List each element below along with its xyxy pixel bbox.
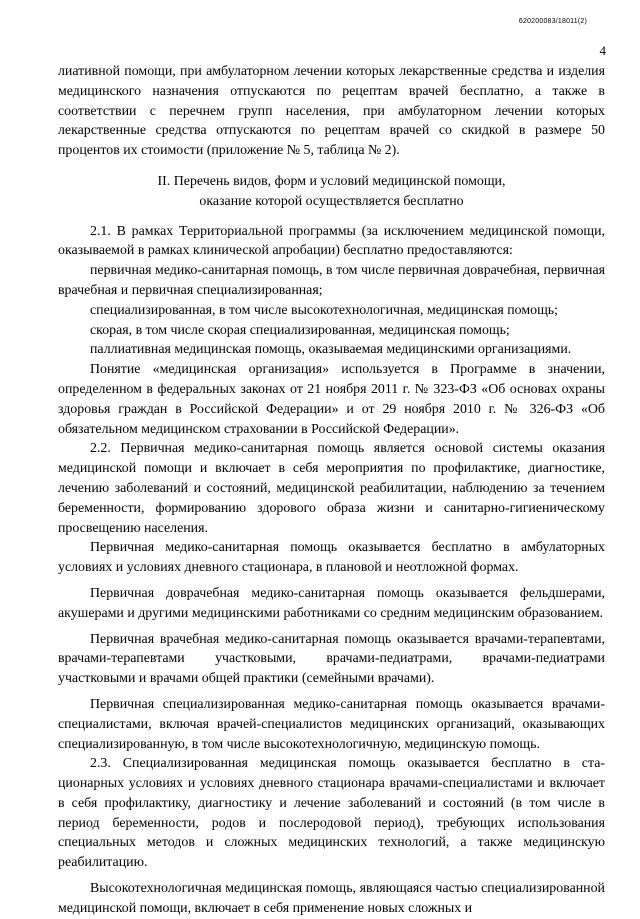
paragraph-definition: Понятие «медицинская организация» используется в Программе в значении, определенном в федеральных законах от 21 ноября 2011 г. № 323-ФЗ «Об основах охраны здоровья граждан в Российской Федерации» и от 29 ноября 2010 г. № 326-ФЗ «Об обязательном медицинском страховании в Российской Федерации». bbox=[58, 362, 605, 437]
document-code: 620200083/18011(2) bbox=[518, 18, 587, 25]
paragraph-2-1: 2.1. В рамках Территориальной программы (за исключением медицинской помощи, оказываемой в рамках клинической апробации) бесплатно предоставляются: bbox=[58, 223, 605, 259]
paragraph-continued: лиативной помощи, при амбулаторном лечении которых лекарственные средства и изделия медицинского назначения отпускаются по рецептам врачей бесплатно, а также в соответствии с перечнем групп населения, при амбулаторном лечении которых лекарственные средства отпускаются по рецептам врачей со скидкой в размере 50 процентов их стоимости (приложение № 5, таблица № 2). bbox=[58, 64, 605, 159]
list-item-palliative-care: паллиативная медицинская помощь, оказываемая медицинскими организациями. bbox=[90, 342, 572, 358]
section-heading bbox=[58, 172, 605, 212]
section-heading-line2: оказание которой осуществляется бесплатно bbox=[199, 193, 464, 209]
list-item-emergency-care: скорая, в том числе скорая специализированная, медицинская помощь; bbox=[90, 322, 510, 338]
list-item-primary-care: первичная медико-санитарная помощь, в том числе первичная доврачебная, первичная врачебная и первичная специализированная; bbox=[58, 263, 605, 298]
paragraph-2-3: 2.3. Специализированная медицинская помощь оказывается бесплатно в стационарных условиях и условиях дневного стационара врачами-специалистами и включает в себя профилактику, диагностику и лечение заболеваний и состояний (в том числе в период беременности, родов и послеродовой период), требующих использования специальных методов и сложных медицинских технологий, а также медицинскую реабилитацию. bbox=[58, 756, 605, 871]
document-body bbox=[58, 62, 605, 919]
paragraph-high-tech: Высокотехнологичная медицинская помощь, являющаяся частью специализированной медицинской помощи, включает в себя применение новых сложных и bbox=[58, 881, 605, 916]
paragraph-primary-free: Первичная медико-санитарная помощь оказывается бесплатно в амбулаторных условиях и условиях дневного стационара, в плановой и неотложной формах. bbox=[58, 540, 605, 576]
paragraph-medical: Первичная врачебная медико-санитарная помощь оказывается врачами-терапевтами, врачами-терапевтами участковыми, врачами-педиатрами, врачами-педиатрами участковыми и врачами общей практики (семейными врачами). bbox=[58, 631, 605, 687]
paragraph-primary-specialized: Первичная специализированная медико-санитарная помощь оказывается врачами-специалистами, включая врачей-специалистов медицинских организаций, оказывающих специализированную, в том числе высокотехнологичную, медицинскую помощь. bbox=[58, 696, 605, 752]
paragraph-pre-medical: Первичная доврачебная медико-санитарная помощь оказывается фельдшерами, акушерами и другими медицинскими работниками со средним медицинским образованием. bbox=[58, 585, 605, 621]
paragraph-2-2: 2.2. Первичная медико-санитарная помощь является основой системы оказания медицинской помощи и включает в себя мероприятия по профилактике, диагностике, лечению заболеваний и состояний, медицинской реабилитации, наблюдению за течением беременности, формированию здорового образа жизни и санитарно-гигиеническому просвещению населения. bbox=[58, 441, 605, 536]
list-item-specialized-care: специализированная, в том числе высокотехнологичная, медицинская помощь; bbox=[90, 302, 558, 318]
page-number: 4 bbox=[599, 43, 606, 58]
section-heading-line1: II. Перечень видов, форм и условий медицинской помощи, bbox=[157, 173, 506, 189]
